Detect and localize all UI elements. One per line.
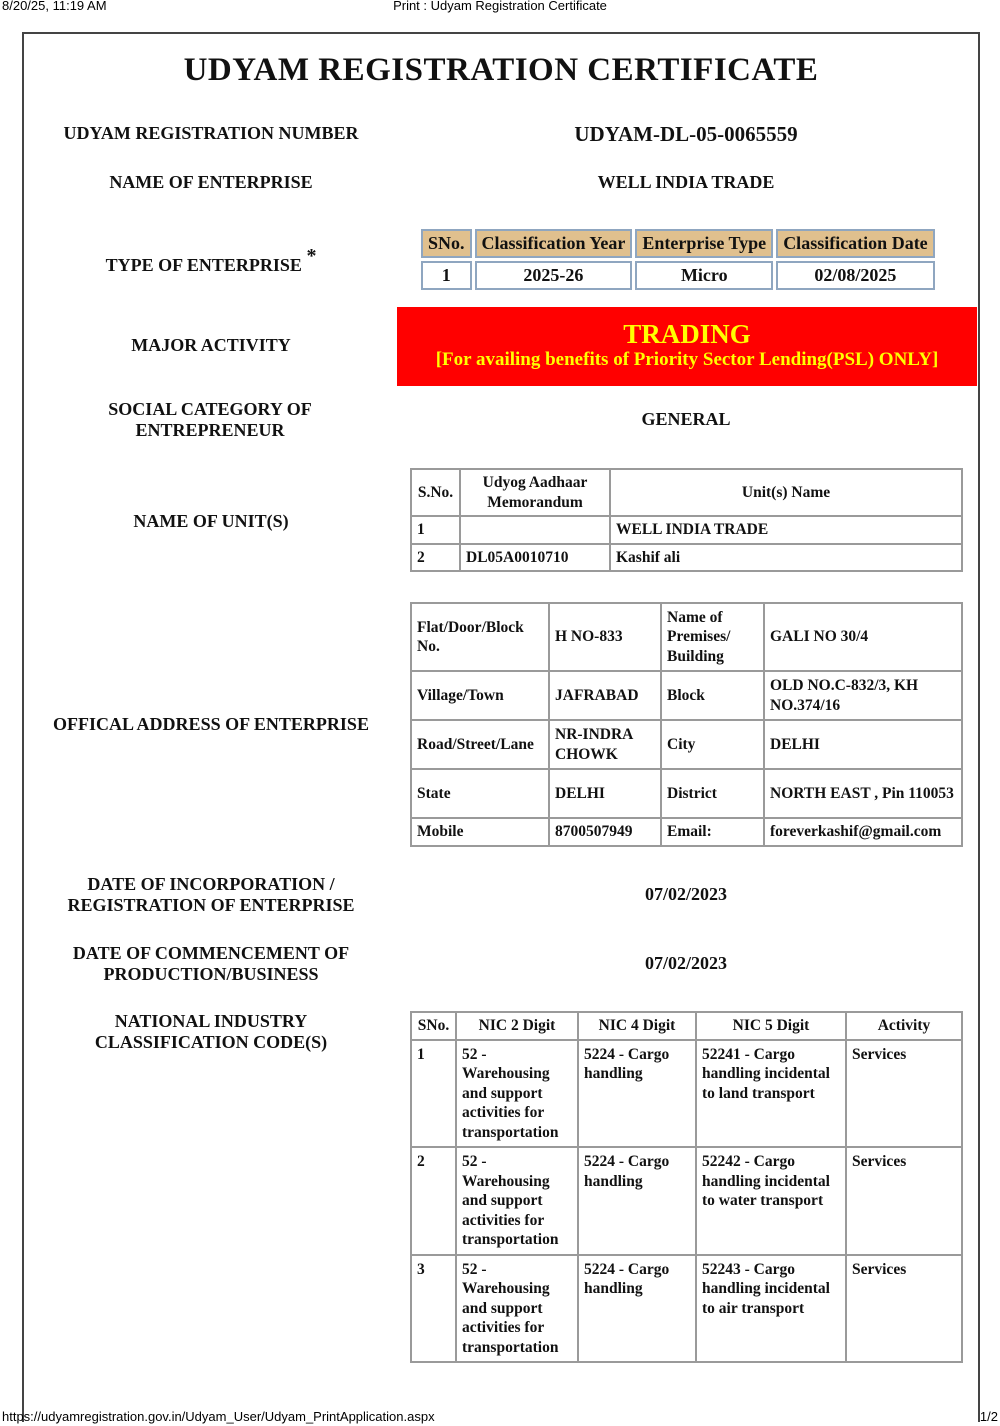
col-enterprise-type: Enterprise Type [635,229,773,258]
cell-uam [460,516,610,544]
col-sno: SNo. [421,229,472,258]
asterisk: * [306,245,317,267]
page-url: https://udyamregistration.gov.in/Udyam_User/Udyam_PrintApplication.aspx [2,1409,435,1424]
cell-activity: Services [846,1040,962,1148]
table-row [411,1040,962,1148]
cell-activity: Services [846,1147,962,1255]
incorporation-date-label: DATE OF INCORPORATION / REGISTRATION OF ENTERPRISE [67,874,355,915]
cell-sno: 2 [411,544,460,572]
cell-sno: 1 [411,1040,456,1148]
certificate-title: UDYAM REGISTRATION CERTIFICATE [183,52,819,88]
page-number: 1/2 [979,1409,998,1424]
print-header [0,0,1000,14]
address-field-label: Mobile [411,818,549,846]
col-sno: S.No. [411,469,460,516]
cell-nic-2: 52 - Warehousing and support activities for transportation [456,1040,578,1148]
table-row [411,516,962,544]
commencement-date-value: 07/02/2023 [644,953,727,973]
cell-nic-4: 5224 - Cargo handling [578,1255,696,1363]
nic-label: NATIONAL INDUSTRY CLASSIFICATION CODE(S) [94,1011,328,1052]
commencement-date-label: DATE OF COMMENCEMENT OF PRODUCTION/BUSINESS [72,943,350,984]
cell-nic-4: 5224 - Cargo handling [578,1040,696,1148]
address-field-label: Block [661,671,764,720]
address-field-value: DELHI [549,769,661,818]
address-field-label: Village/Town [411,671,549,720]
cell-nic-4: 5224 - Cargo handling [578,1147,696,1255]
col-sno: SNo. [411,1012,456,1040]
cell-classification-year: 2025-26 [475,261,633,290]
table-row [411,720,962,769]
address-field-value: H NO-833 [549,603,661,671]
address-mobile-value: 8700507949 [549,818,661,846]
table-row [411,671,962,720]
table-row [411,603,962,671]
cell-unit-name: Kashif ali [610,544,962,572]
address-field-label: Name of Premises/ Building [661,603,764,671]
print-title: Print : Udyam Registration Certificate [393,0,607,13]
address-field-label: Flat/Door/Block No. [411,603,549,671]
cell-sno: 1 [411,516,460,544]
cell-nic-2: 52 - Warehousing and support activities for transportation [456,1147,578,1255]
social-category-value: GENERAL [641,409,731,429]
col-classification-year: Classification Year [475,229,633,258]
cell-sno: 3 [411,1255,456,1363]
address-table [410,602,963,847]
table-row [411,818,962,846]
units-label: NAME OF UNIT(S) [133,511,289,531]
type-of-enterprise-label [30,245,392,276]
print-datetime: 8/20/25, 11:19 AM [2,0,107,13]
cell-nic-5: 52243 - Cargo handling incidental to air transport [696,1255,846,1363]
nic-header-row [411,1012,962,1040]
enterprise-name-label: NAME OF ENTERPRISE [109,172,313,192]
social-category-label: SOCIAL CATEGORY OF ENTREPRENEUR [108,399,312,440]
col-uam: Udyog Aadhaar Memorandum [460,469,610,516]
cell-nic-5: 52242 - Cargo handling incidental to water transport [696,1147,846,1255]
address-field-label: District [661,769,764,818]
major-activity-label: MAJOR ACTIVITY [131,335,291,355]
col-nic-5: NIC 5 Digit [696,1012,846,1040]
registration-number-label: UDYAM REGISTRATION NUMBER [63,123,359,143]
major-activity-note: [For availing benefits of Priority Sector Lending(PSL) ONLY] [435,349,939,370]
col-unit-name: Unit(s) Name [610,469,962,516]
cell-nic-5: 52241 - Cargo handling incidental to land transport [696,1040,846,1148]
table-row [411,1255,962,1363]
address-label: OFFICAL ADDRESS OF ENTERPRISE [53,714,369,734]
address-field-value: GALI NO 30/4 [764,603,962,671]
address-field-value: JAFRABAD [549,671,661,720]
classification-table [418,226,938,293]
address-field-value: OLD NO.C-832/3, KH NO.374/16 [764,671,962,720]
address-field-label: State [411,769,549,818]
cell-uam: DL05A0010710 [460,544,610,572]
major-activity-banner [397,307,977,386]
cell-classification-date: 02/08/2025 [776,261,934,290]
address-field-label: Road/Street/Lane [411,720,549,769]
address-field-value: NORTH EAST , Pin 110053 [764,769,962,818]
col-classification-date: Classification Date [776,229,934,258]
col-activity: Activity [846,1012,962,1040]
cell-sno: 1 [421,261,472,290]
col-nic-4: NIC 4 Digit [578,1012,696,1040]
cell-activity: Services [846,1255,962,1363]
registration-number-value: UDYAM-DL-05-0065559 [574,122,798,146]
cell-sno: 2 [411,1147,456,1255]
address-field-label: City [661,720,764,769]
address-field-label: Email: [661,818,764,846]
col-nic-2: NIC 2 Digit [456,1012,578,1040]
table-row [411,1147,962,1255]
address-field-value: NR-INDRA CHOWK [549,720,661,769]
nic-table [410,1011,963,1363]
table-row [421,261,935,290]
type-of-enterprise-text: TYPE OF ENTERPRISE [105,255,302,275]
cell-nic-2: 52 - Warehousing and support activities for transportation [456,1255,578,1363]
address-field-value: DELHI [764,720,962,769]
incorporation-date-value: 07/02/2023 [644,884,727,904]
units-table [410,468,963,572]
address-email-value: foreverkashif@gmail.com [764,818,962,846]
major-activity-value: TRADING [623,319,751,349]
classification-header-row [421,229,935,258]
units-header-row [411,469,962,516]
table-row [411,544,962,572]
table-row [411,769,962,818]
enterprise-name-value: WELL INDIA TRADE [597,172,775,192]
cell-unit-name: WELL INDIA TRADE [610,516,962,544]
cell-enterprise-type: Micro [635,261,773,290]
